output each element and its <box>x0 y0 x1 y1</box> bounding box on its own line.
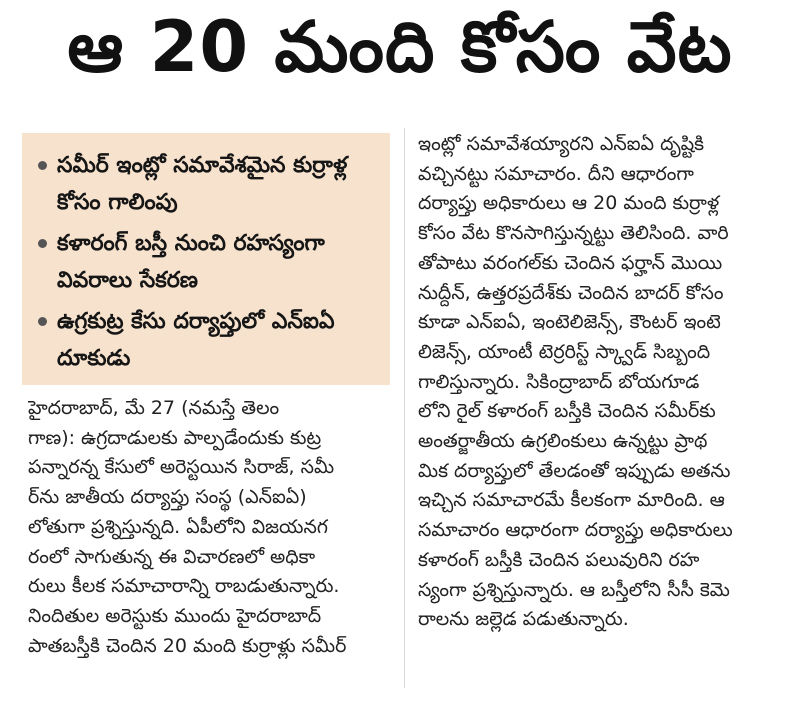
article-line: రంలో సాగుతున్న ఈ విచారణలో అధికా <box>28 545 316 568</box>
column-divider <box>404 128 405 688</box>
article-line: ఇచ్చిన సమాచారమే కీలకంగా మారింది. ఆ <box>418 489 725 512</box>
article-line: పన్నారన్న కేసులో అరెస్టయిన సిరాజ్, సమీ <box>28 456 335 479</box>
article-line: గాణ): ఉగ్రదాడులకు పాల్పడేందుకు కుట్ర <box>28 426 322 449</box>
highlight-text: ఉగ్రకుట్ర కేసు దర్యాప్తులో ఎన్ఐఏ దూకుడు <box>57 309 335 371</box>
article-line: కళారంగ్ బస్తీకి చెందిన పలువురిని రహ <box>418 548 700 571</box>
article-line: తోపాటు వరంగల్‌కు చెందిన ఫర్హాన్ మొయి <box>418 251 723 274</box>
article-line: మిక దర్యాప్తులో తేలడంతో ఇప్పుడు అతను <box>418 459 731 482</box>
article-line: రులు కీలక సమాచారాన్ని రాబడుతున్నారు. <box>28 575 340 598</box>
highlights-box <box>22 133 390 385</box>
highlight-text: కళారంగ్ బస్తీ నుంచి రహస్యంగా వివరాలు సేకరణ <box>57 231 325 293</box>
article-line: స్యంగా ప్రశ్నిస్తున్నారు. ఆ బస్తీలోని సీసీ కెమె <box>418 578 730 601</box>
article-line: సమాచారం ఆధారంగా దర్యాప్తు అధికారులు <box>418 519 733 542</box>
article-line: లోని రైల్ కళారంగ్ బస్తీకి చెందిన సమీర్‌కు <box>418 400 716 423</box>
highlight-item <box>38 225 382 299</box>
article-line: ర్‌ను జాతీయ దర్యాప్తు సంస్థ (ఎన్ఐఏ) <box>28 486 307 509</box>
article-line: గాలిస్తున్నారు. సికింద్రాబాద్ బోయగూడ <box>418 370 700 393</box>
article-line: నిందితుల అరెస్టుకు ముందు హైదరాబాద్ <box>28 604 322 627</box>
article-line: పాతబస్తీకి చెందిన 20 మంది కుర్రాళ్లు సమీర్ <box>28 634 347 657</box>
article-line: కూడా ఎన్ఐఏ, ఇంటెలిజెన్స్, కౌంటర్ ఇంటె <box>418 311 721 334</box>
article-right-column <box>418 130 788 635</box>
article-line: కోసం వేట కొనసాగిస్తున్నట్టు తెలిసింది. వారి <box>418 222 729 245</box>
bullet-icon <box>38 161 47 170</box>
highlight-item <box>38 147 382 221</box>
article-line: ఇంట్లో సమావేశయ్యారని ఎన్ఐఏ దృష్టికి <box>418 133 705 155</box>
headline: ఆ 20 మంది కోసం వేట <box>67 5 733 88</box>
article-line: దర్యాప్తు అధికారులు ఆ 20 మంది కుర్రాళ్ల <box>418 192 720 215</box>
highlight-item <box>38 303 382 377</box>
article-line: లిజెన్స్, యాంటీ టెర్రరిస్ట్ స్క్వాడ్ సిబ్బంది <box>418 340 711 363</box>
bullet-icon <box>38 317 47 326</box>
bullet-icon <box>38 239 47 248</box>
article-line: అంతర్జాతీయ ఉగ్రలింకులు ఉన్నట్టు ప్రాథ <box>418 430 708 453</box>
article-line: హైదరాబాద్, మే 27 (నమస్తే తెలం <box>28 397 280 419</box>
article-line: నుద్దీన్, ఉత్తరప్రదేశ్‌కు చెందిన బాదర్ కోసం <box>418 281 724 304</box>
highlight-text: సమీర్ ఇంట్లో సమావేశమైన కుర్రాళ్ల కోసం గాలింపు <box>57 153 348 215</box>
article-line: రాలను జల్లెడ పడుతున్నారు. <box>418 608 629 631</box>
article-left-column <box>28 394 393 661</box>
article-line: వచ్చినట్టు సమాచారం. దీని ఆధారంగా <box>418 162 694 185</box>
article-line: లోతుగా ప్రశ్నిస్తున్నది. ఏపీలోని విజయనగ <box>28 515 328 538</box>
